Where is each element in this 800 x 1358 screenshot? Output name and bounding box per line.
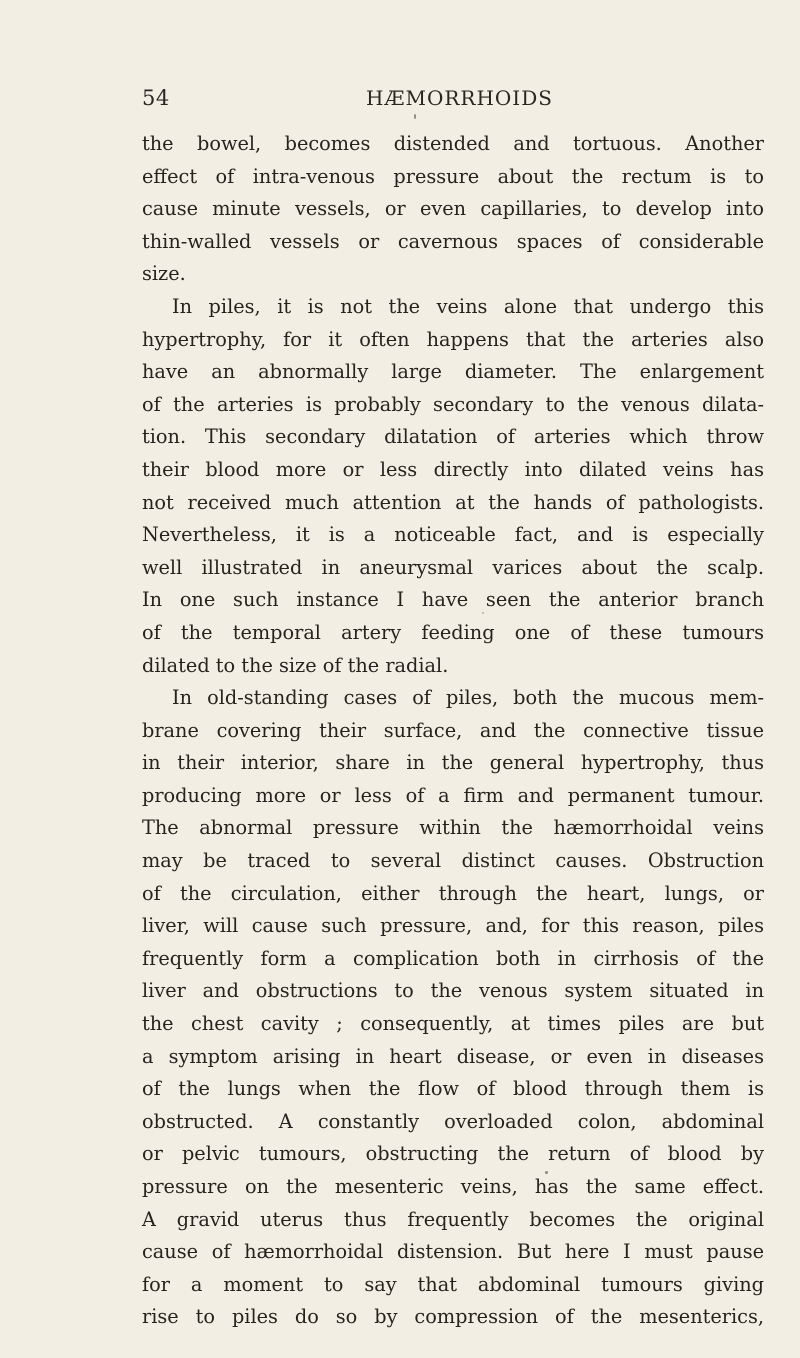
text-line: In old-standing cases of piles, both the mucous mem- <box>172 686 764 710</box>
text-line: tion. This secondary dilatation of arteries which throw <box>142 425 764 449</box>
text-line: the chest cavity ; consequently, at times piles are but <box>142 1012 764 1036</box>
text-line: of the circulation, either through the heart, lungs, or <box>142 881 764 905</box>
text-line: A gravid uterus thus frequently becomes the original <box>142 1207 764 1231</box>
text-line: effect of intra-venous pressure about the rectum is to <box>142 164 764 188</box>
text-line: of the temporal artery feeding one of these tumours <box>142 620 764 644</box>
text-line: cause minute vessels, or even capillaries, to develop into <box>142 197 764 221</box>
text-line: well illustrated in aneurysmal varices about the scalp. <box>142 555 764 579</box>
text-line: may be traced to several distinct causes. Obstruction <box>142 849 764 873</box>
text-line: of the arteries is probably secondary to the venous dilata- <box>142 392 764 416</box>
text-line: In piles, it is not the veins alone that undergo this <box>172 294 764 318</box>
running-title: HÆMORRHOIDS <box>366 86 553 110</box>
running-head <box>142 86 662 116</box>
text-line: dilated to the size of the radial. <box>142 653 449 677</box>
print-speck <box>414 114 416 119</box>
text-line: liver and obstructions to the venous system situated in <box>142 979 764 1003</box>
text-line: for a moment to say that abdominal tumours giving <box>142 1272 764 1296</box>
text-line: have an abnormally large diameter. The enlargement <box>142 360 764 384</box>
text-line: brane covering their surface, and the connective tissue <box>142 718 764 742</box>
text-line: thin-walled vessels or cavernous spaces of considerable <box>142 229 764 253</box>
text-line: liver, will cause such pressure, and, for this reason, piles <box>142 914 764 938</box>
text-line: their blood more or less directly into dilated veins has <box>142 457 764 481</box>
text-line: of the lungs when the flow of blood through them is <box>142 1077 764 1101</box>
text-line: a symptom arising in heart disease, or even in diseases <box>142 1044 764 1068</box>
text-line: cause of hæmorrhoidal distension. But here I must pause <box>142 1240 764 1264</box>
text-line: size. <box>142 262 186 286</box>
text-line: or pelvic tumours, obstructing the return of blood by <box>142 1142 764 1166</box>
text-line: Nevertheless, it is a noticeable fact, and is especially <box>142 523 764 547</box>
text-line: rise to piles do so by compression of the mesenterics, <box>142 1305 764 1329</box>
text-line: pressure on the mesenteric veins, has the same effect. <box>142 1175 764 1198</box>
text-line: frequently form a complication both in cirrhosis of the <box>142 946 764 970</box>
text-line: obstructed. A constantly overloaded colon, abdominal <box>142 1109 764 1133</box>
page-number: 54 <box>142 86 170 110</box>
text-line: the bowel, becomes distended and tortuous. Another <box>142 132 764 155</box>
body-text <box>142 128 764 1334</box>
text-line: The abnormal pressure within the hæmorrhoidal veins <box>142 816 764 840</box>
text-line: hypertrophy, for it often happens that the arteries also <box>142 327 764 351</box>
text-line: producing more or less of a firm and permanent tumour. <box>142 783 764 807</box>
text-line: not received much attention at the hands of pathologists. <box>142 490 764 514</box>
text-line: in their interior, share in the general hypertrophy, thus <box>142 751 764 775</box>
text-line: In one such instance I have seen the anterior branch <box>142 588 764 612</box>
